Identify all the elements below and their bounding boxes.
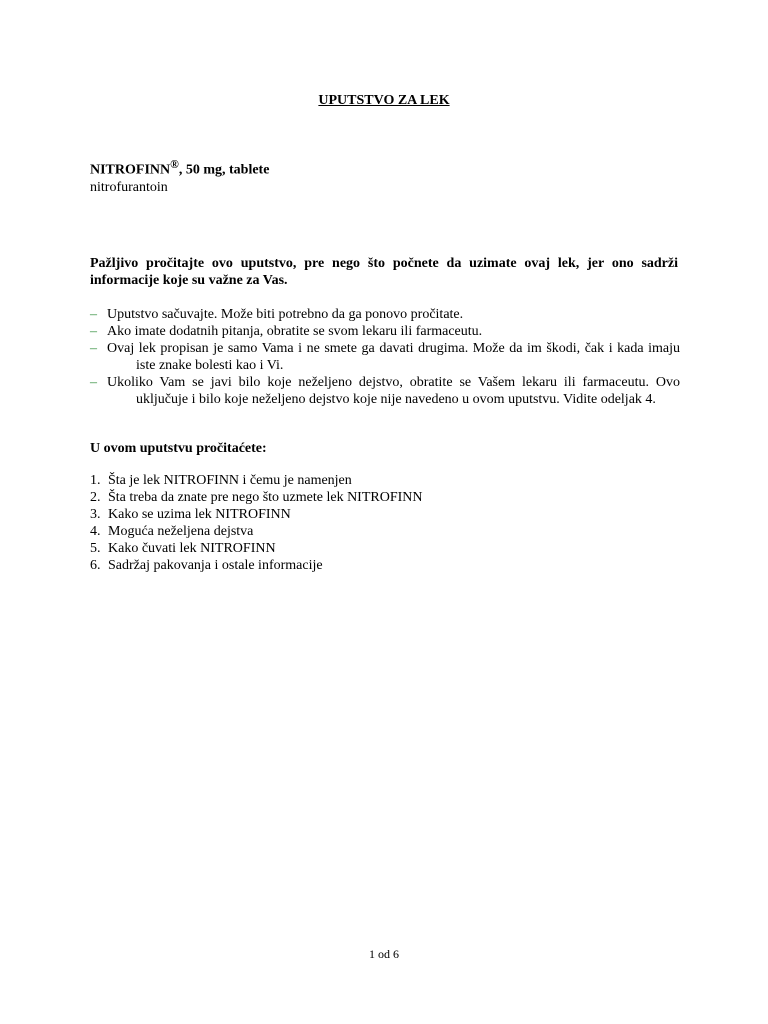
contents-number: 3. bbox=[90, 507, 101, 522]
contents-text: Šta treba da znate pre nego što uzmete lek NITROFINN bbox=[108, 490, 423, 505]
dash-marker: – bbox=[90, 324, 97, 339]
contents-item bbox=[90, 557, 423, 574]
contents-number: 1. bbox=[90, 473, 101, 488]
bullet-text: Ukoliko Vam se javi bilo koje neželjeno dejstvo, obratite se Vašem lekaru ili farmaceutu. Ovo uključuje i bilo koje neželjeno dejstvo koje nije navedeno u ovom uputstvu. Vidite odeljak 4. bbox=[107, 375, 680, 407]
contents-item bbox=[90, 472, 423, 489]
dash-marker: – bbox=[90, 375, 97, 390]
bullet-item bbox=[90, 340, 680, 374]
bullet-item bbox=[90, 306, 680, 323]
page-title: UPUTSTVO ZA LEK bbox=[318, 93, 450, 108]
contents-text: Šta je lek NITROFINN i čemu je namenjen bbox=[108, 473, 352, 488]
contents-number: 4. bbox=[90, 524, 101, 539]
contents-item bbox=[90, 523, 423, 540]
contents-text: Sadržaj pakovanja i ostale informacije bbox=[108, 558, 323, 573]
registered-mark: ® bbox=[170, 158, 179, 171]
contents-number: 6. bbox=[90, 558, 101, 573]
bullet-item bbox=[90, 374, 680, 408]
product-name: NITROFINN bbox=[90, 162, 171, 178]
contents-list bbox=[90, 472, 423, 574]
contents-heading: U ovom uputstvu pročitaćete: bbox=[90, 441, 267, 456]
product-block bbox=[90, 156, 269, 196]
contents-number: 5. bbox=[90, 541, 101, 556]
contents-number: 2. bbox=[90, 490, 101, 505]
contents-text: Kako se uzima lek NITROFINN bbox=[108, 507, 291, 522]
product-heading bbox=[90, 156, 269, 179]
bullet-list bbox=[90, 306, 680, 408]
contents-text: Moguća neželjena dejstva bbox=[108, 524, 254, 539]
dash-marker: – bbox=[90, 307, 97, 322]
product-strength: , 50 mg, tablete bbox=[178, 162, 270, 178]
contents-item bbox=[90, 540, 423, 557]
bullet-text: Ovaj lek propisan je samo Vama i ne smete ga davati drugima. Može da im škodi, čak i kada imaju iste znake bolesti kao i Vi. bbox=[107, 341, 680, 373]
active-substance: nitrofurantoin bbox=[90, 179, 168, 195]
contents-text: Kako čuvati lek NITROFINN bbox=[108, 541, 276, 556]
bullet-item bbox=[90, 323, 680, 340]
bullet-text: Uputstvo sačuvajte. Može biti potrebno da ga ponovo pročitate. bbox=[107, 307, 464, 322]
page-number: 1 od 6 bbox=[369, 947, 399, 961]
warning-text: Pažljivo pročitajte ovo uputstvo, pre nego što počnete da uzimate ovaj lek, jer ono sadrži informacije koje su važne za Vas. bbox=[90, 256, 678, 288]
bullet-text: Ako imate dodatnih pitanja, obratite se svom lekaru ili farmaceutu. bbox=[107, 324, 483, 339]
contents-item bbox=[90, 506, 423, 523]
contents-item bbox=[90, 489, 423, 506]
dash-marker: – bbox=[90, 341, 97, 356]
